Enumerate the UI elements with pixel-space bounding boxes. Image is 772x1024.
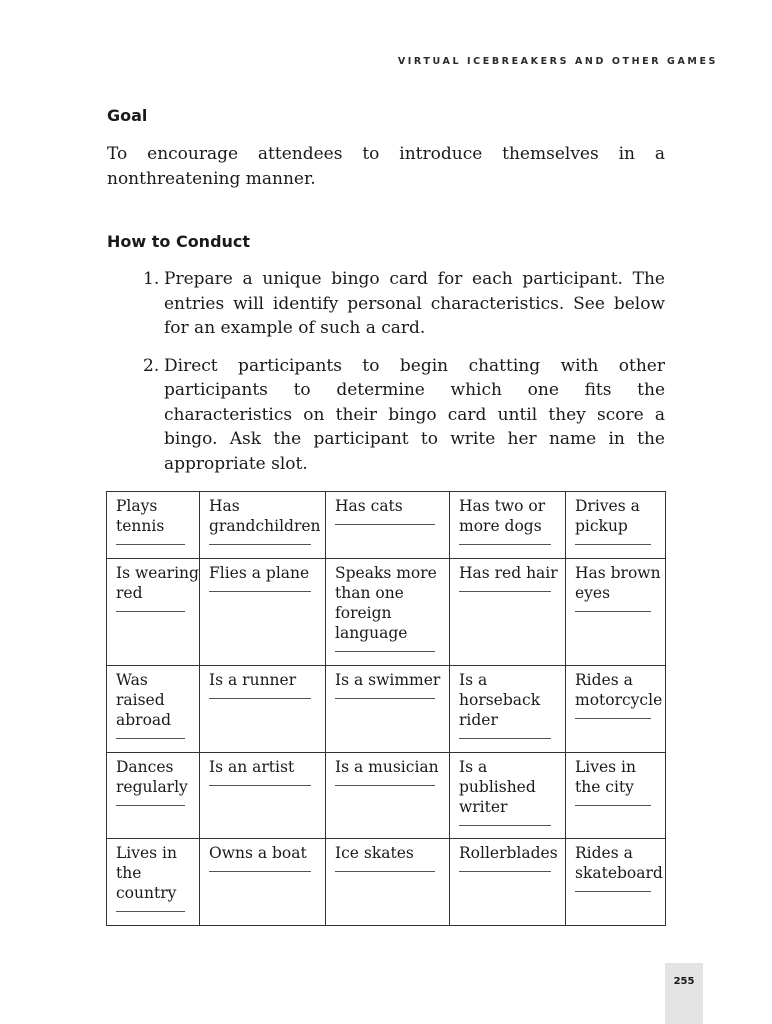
step-item [107,354,665,477]
name-blank[interactable] [335,651,435,652]
bingo-cell-text: Speaks more than one foreign language [335,564,437,642]
name-blank[interactable] [116,805,185,806]
bingo-cell [326,492,450,559]
bingo-cell [107,492,200,559]
bingo-cell-text: Has brown eyes [575,564,661,602]
bingo-cell-text: Has cats [335,497,403,515]
name-blank[interactable] [575,544,651,545]
step-number: 2. [143,355,160,376]
name-blank[interactable] [209,591,311,592]
bingo-cell [326,839,450,926]
bingo-cell [326,753,450,839]
bingo-cell [107,559,200,666]
name-blank[interactable] [209,871,311,872]
bingo-cell-text: Has two or more dogs [459,497,546,535]
name-blank[interactable] [459,591,551,592]
bingo-row [107,666,666,753]
goal-heading: Goal [107,106,148,125]
bingo-cell-text: Is a published writer [459,758,536,816]
bingo-cell [566,666,666,753]
bingo-cell [107,839,200,926]
bingo-cell [200,559,326,666]
bingo-cell [107,753,200,839]
step-text: Direct participants to begin chatting with other participants to determine which one fits the characteristics on their bingo card until they score a bingo. Ask the participant to write her name in the appropriate slot. [164,355,665,474]
steps-list [107,267,665,489]
bingo-cell-text: Lives in the country [116,844,178,902]
bingo-cell [566,492,666,559]
bingo-cell [200,666,326,753]
bingo-cell-text: Dances regularly [116,758,188,796]
bingo-cell-text: Plays tennis [116,497,165,535]
bingo-cell-text: Has red hair [459,564,558,582]
name-blank[interactable] [116,911,185,912]
name-blank[interactable] [459,825,551,826]
bingo-row [107,753,666,839]
name-blank[interactable] [116,611,185,612]
goal-text: To encourage attendees to introduce themselves in a nonthreatening manner. [107,144,665,189]
bingo-row [107,839,666,926]
bingo-cell-text: Is an artist [209,758,295,776]
bingo-cell [326,666,450,753]
step-number: 1. [143,269,160,289]
page-number: 255 [665,963,703,1024]
bingo-cell [107,666,200,753]
bingo-row [107,492,666,559]
name-blank[interactable] [459,544,551,545]
step-text: Prepare a unique bingo card for each participant. The entries will identify personal characteristics. See below for an example of such a card. [164,269,665,338]
name-blank[interactable] [575,611,651,612]
step-item [107,267,665,341]
bingo-cell [450,492,566,559]
name-blank[interactable] [575,891,651,892]
bingo-cell-text: Is a swimmer [335,671,441,689]
name-blank[interactable] [459,871,551,872]
name-blank[interactable] [335,785,435,786]
name-blank[interactable] [209,698,311,699]
bingo-cell-text: Lives in the city [575,758,637,796]
name-blank[interactable] [209,785,311,786]
bingo-cell [200,492,326,559]
running-head: VIRTUAL ICEBREAKERS AND OTHER GAMES [397,56,718,67]
name-blank[interactable] [459,738,551,739]
bingo-cell-text: Rollerblades [459,844,558,862]
bingo-cell [566,559,666,666]
bingo-cell-text: Owns a boat [209,844,307,862]
bingo-cell-text: Is a musician [335,758,439,776]
bingo-cell [566,753,666,839]
name-blank[interactable] [575,805,651,806]
bingo-cell [200,839,326,926]
name-blank[interactable] [335,871,435,872]
name-blank[interactable] [116,544,185,545]
bingo-cell [450,559,566,666]
bingo-cell [450,753,566,839]
bingo-row [107,559,666,666]
bingo-cell [200,753,326,839]
name-blank[interactable] [209,544,311,545]
bingo-cell [326,559,450,666]
name-blank[interactable] [335,698,435,699]
name-blank[interactable] [335,524,435,525]
bingo-cell-text: Has grandchildren [209,497,321,535]
bingo-cell-text: Is a horseback rider [459,671,541,729]
bingo-cell-text: Is wearing red [116,564,199,602]
bingo-cell [566,839,666,926]
name-blank[interactable] [116,738,185,739]
bingo-cell-text: Was raised abroad [116,671,172,729]
bingo-cell-text: Ice skates [335,844,414,862]
bingo-cell-text: Flies a plane [209,564,310,582]
bingo-cell-text: Rides a skateboard [575,844,663,882]
how-to-conduct-heading: How to Conduct [107,232,251,251]
bingo-cell-text: Drives a pickup [575,497,640,535]
bingo-cell [450,666,566,753]
bingo-cell-text: Rides a motorcycle [575,671,663,709]
bingo-cell-text: Is a runner [209,671,297,689]
name-blank[interactable] [575,718,651,719]
bingo-cell [450,839,566,926]
bingo-card [106,491,666,926]
